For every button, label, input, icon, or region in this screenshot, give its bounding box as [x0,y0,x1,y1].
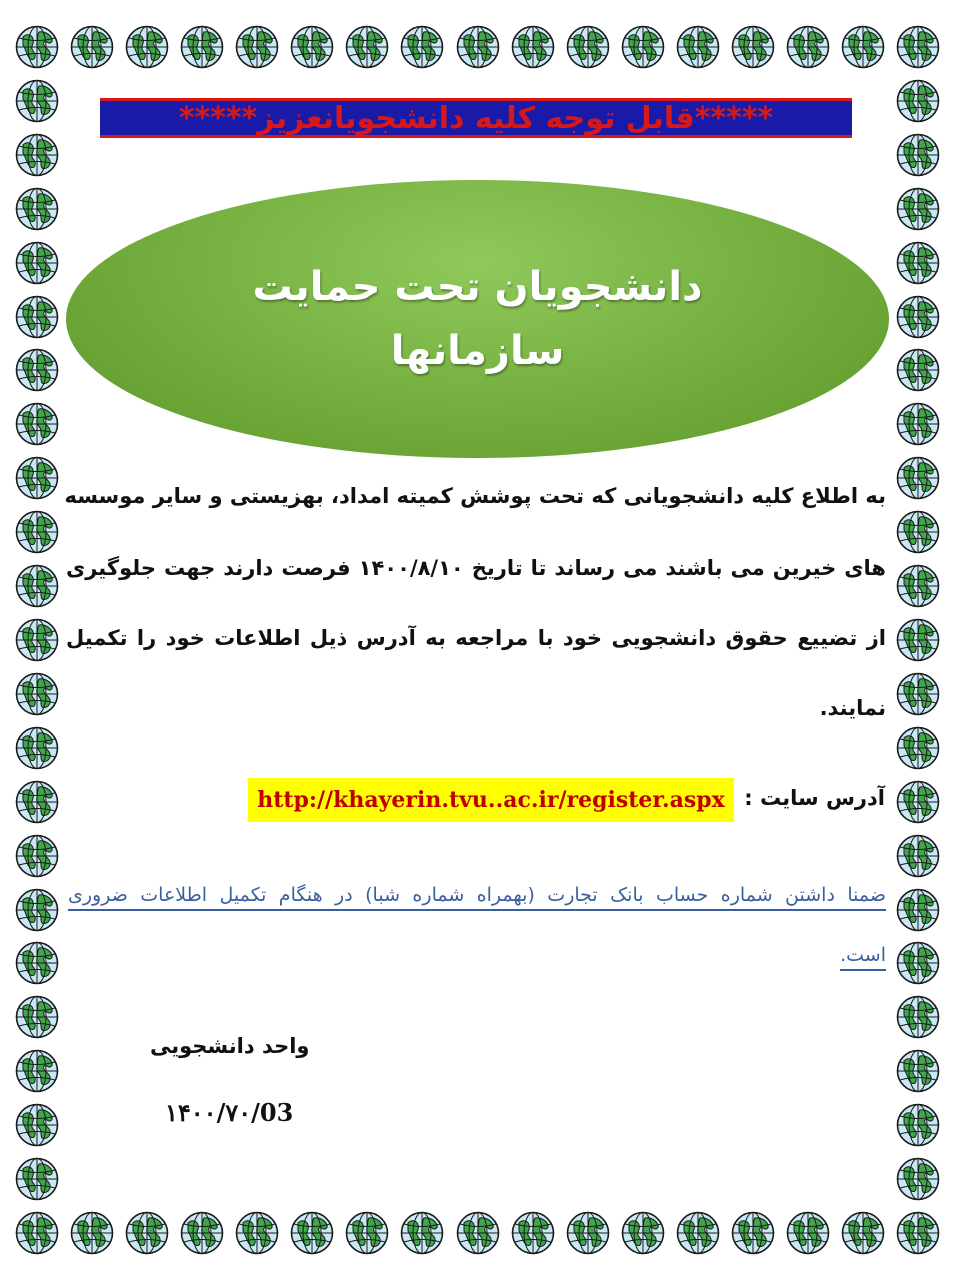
globe-icon [14,509,60,555]
globe-icon [14,617,60,663]
globe-icon [895,132,941,178]
globe-icon [895,24,941,70]
globe-icon [895,78,941,124]
globe-icon [565,24,611,70]
globe-icon [895,240,941,286]
globe-icon [14,294,60,340]
globe-icon [620,24,666,70]
banner-text: *****قابل توجه کلیه دانشجویانعزیز***** [178,100,774,136]
globe-icon [455,24,501,70]
globe-icon [14,833,60,879]
globe-icon [14,994,60,1040]
globe-icon [14,186,60,232]
globe-icon [14,240,60,286]
globe-icon [785,1210,831,1256]
globe-icon [895,1048,941,1094]
globe-icon [14,1048,60,1094]
heading-line-2: سازمانها [390,328,565,374]
body-line: نمایند. [819,696,886,720]
globe-icon [895,401,941,447]
attention-banner [100,98,852,138]
globe-icon [565,1210,611,1256]
register-url-link[interactable]: http://khayerin.tvu..ac.ir/register.aspx [248,778,734,822]
body-line: های خیرین می باشند می رساند تا تاریخ ۱۴۰۰/۸/۱۰ فرصت دارند جهت جلوگیری [66,556,886,580]
globe-icon [14,563,60,609]
globe-icon [14,24,60,70]
globe-icon [840,24,886,70]
globe-icon [895,294,941,340]
globe-icon [895,186,941,232]
globe-icon [344,24,390,70]
globe-icon [234,24,280,70]
globe-icon [895,1156,941,1202]
globe-icon [14,401,60,447]
globe-icon [14,347,60,393]
globe-icon [895,455,941,501]
globe-icon [730,24,776,70]
globe-icon [895,940,941,986]
globe-icon [895,725,941,771]
globe-icon [620,1210,666,1256]
globe-icon [895,1210,941,1256]
globe-icon [14,779,60,825]
globe-icon [14,78,60,124]
globe-icon [124,24,170,70]
globe-icon [179,1210,225,1256]
note-line-text: است. [840,944,886,971]
globe-icon [399,24,445,70]
globe-icon [14,132,60,178]
globe-icon [399,1210,445,1256]
address-label: آدرس سایت : [744,786,885,810]
globe-icon [675,24,721,70]
globe-icon [14,725,60,771]
globe-icon [730,1210,776,1256]
body-line: از تضییع حقوق دانشجویی خود با مراجعه به آدرس ذیل اطلاعات خود را تکمیل [66,626,886,650]
globe-icon [14,940,60,986]
globe-icon [124,1210,170,1256]
globe-icon [510,24,556,70]
note-line [68,884,886,906]
globe-icon [69,24,115,70]
note-line-text: ضمنا داشتن شماره حساب بانک تجارت (بهمراه شماره شبا) در هنگام تکمیل اطلاعات ضروری [68,884,886,911]
globe-icon [895,1102,941,1148]
heading-ellipse [66,180,889,458]
globe-icon [14,455,60,501]
globe-icon [895,887,941,933]
heading-line-1: دانشجویان تحت حمایت [252,264,703,310]
globe-icon [14,1210,60,1256]
globe-icon [234,1210,280,1256]
globe-icon [895,833,941,879]
globe-icon [895,994,941,1040]
globe-icon [895,779,941,825]
globe-icon [895,509,941,555]
globe-icon [14,671,60,717]
globe-icon [14,1102,60,1148]
globe-icon [895,617,941,663]
globe-icon [785,24,831,70]
globe-icon [289,1210,335,1256]
globe-icon [895,563,941,609]
signature-unit: واحد دانشجویی [150,1034,310,1058]
globe-icon [69,1210,115,1256]
globe-icon [289,24,335,70]
globe-icon [510,1210,556,1256]
globe-icon [840,1210,886,1256]
globe-icon [344,1210,390,1256]
globe-icon [895,347,941,393]
note-line [68,944,886,966]
signature-date: ۱۴۰۰/۷۰/03 [165,1098,294,1127]
globe-icon [14,1156,60,1202]
globe-icon [895,671,941,717]
globe-icon [14,887,60,933]
body-line: به اطلاع کلیه دانشجویانی که تحت پوشش کمیته امداد، بهزیستی و سایر موسسه [64,484,886,508]
globe-icon [455,1210,501,1256]
globe-icon [179,24,225,70]
globe-icon [675,1210,721,1256]
